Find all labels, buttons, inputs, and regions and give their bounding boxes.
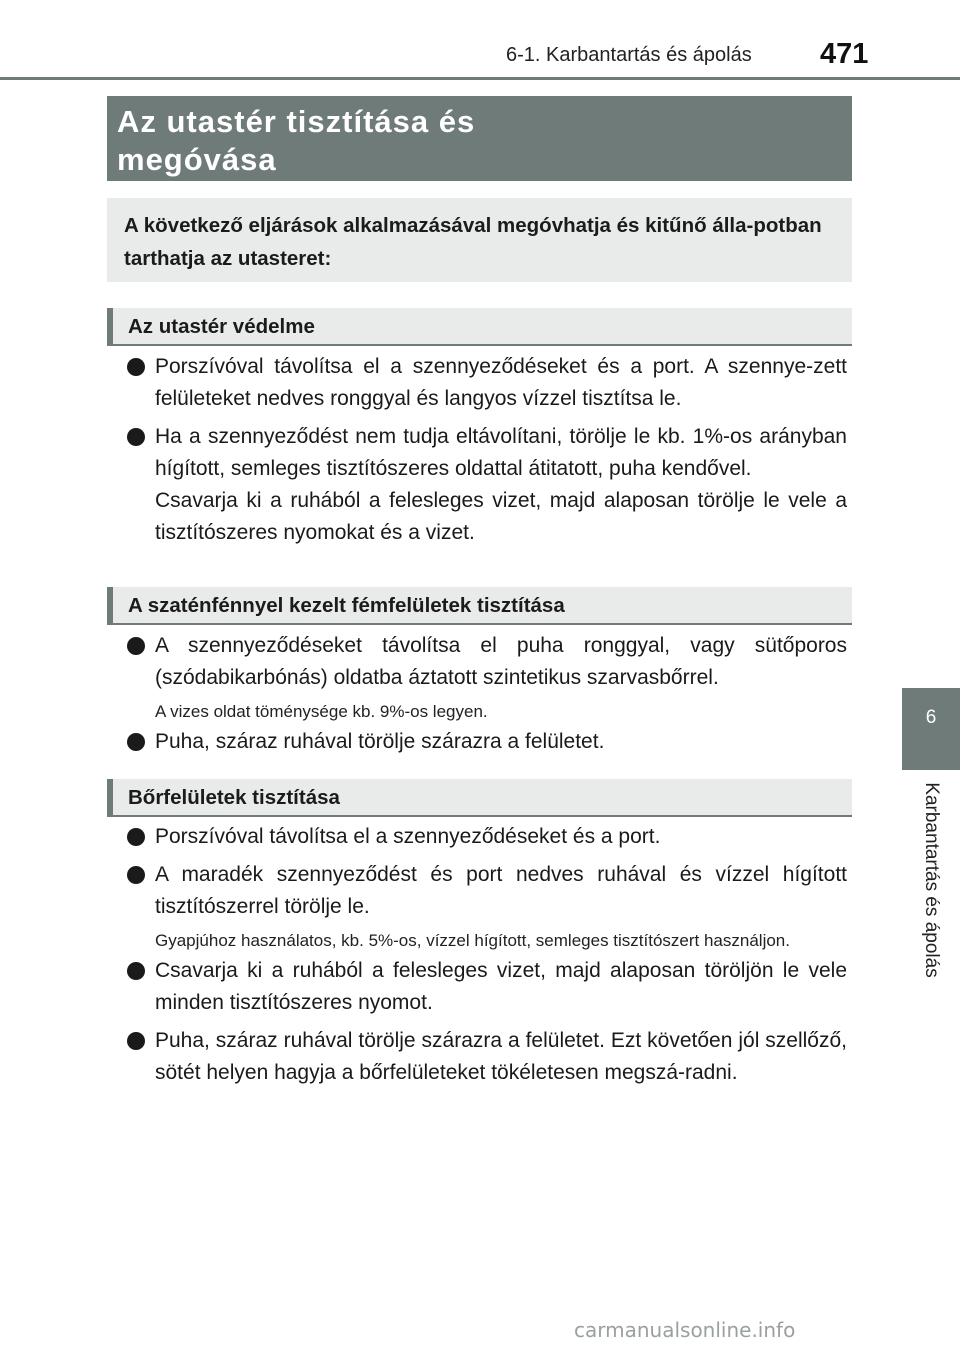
bullet-icon — [127, 828, 145, 846]
section-header-satin-metal — [107, 587, 852, 625]
bullet-icon — [127, 428, 145, 446]
page-title: Az utastér tisztítása és megóvása — [117, 104, 476, 177]
header-section-title: 6-1. Karbantartás és ápolás — [506, 44, 752, 66]
section-header-leather — [107, 779, 852, 817]
bullet-icon — [127, 733, 145, 751]
bullet-icon — [127, 637, 145, 655]
list-item-text: Ha a szennyeződést nem tudja eltávolítani, törölje le kb. 1%-os arányban hígított, semleges tisztítószeres oldattal átitatott, puha kendővel. — [155, 425, 847, 480]
intro-box — [107, 198, 852, 282]
header-rule — [0, 77, 960, 80]
list-item — [124, 821, 847, 853]
list-item-subtext: Csavarja ki a ruhából a felesleges vizet, majd alaposan törölje le vele a tisztítószeres nyomokat és a vizet. — [155, 489, 847, 544]
list-item — [124, 421, 847, 549]
note-text: Gyapjúhoz használatos, kb. 5%-os, vízzel hígított, semleges tisztítószert használjon. — [155, 931, 790, 950]
section-content-interior-protection — [124, 351, 847, 555]
list-item — [124, 1025, 847, 1089]
bullet-icon — [127, 866, 145, 884]
list-item-text: Porszívóval távolítsa el a szennyeződéseket és a port. — [155, 825, 661, 848]
list-item-text: Csavarja ki a ruhából a felesleges vizet, majd alaposan töröljön le vele minden tisztítószeres nyomot. — [155, 959, 847, 1014]
list-item — [124, 955, 847, 1019]
watermark: carmanualsonline.info — [574, 1318, 796, 1342]
note-text: A vizes oldat töménysége kb. 9%-os legyen. — [155, 702, 488, 721]
intro-text: A következő eljárások alkalmazásával megóvhatja és kitűnő álla-potban tarthatja az utasteret: — [124, 214, 822, 270]
list-item — [124, 726, 847, 758]
list-item-text: Puha, száraz ruhával törölje szárazra a felületet. — [155, 730, 605, 753]
bullet-icon — [127, 1032, 145, 1050]
list-item — [124, 859, 847, 923]
section-title: A szaténfénnyel kezelt fémfelületek tisztítása — [128, 594, 565, 617]
list-item-text: A maradék szennyeződést és port nedves ruhával és vízzel hígított tisztítószerrel törölje le. — [155, 863, 847, 918]
chapter-tab — [902, 688, 960, 770]
bullet-icon — [127, 358, 145, 376]
chapter-label: Karbantartás és ápolás — [921, 782, 942, 978]
page-title-box — [107, 96, 852, 181]
list-item — [124, 630, 847, 694]
section-content-leather — [124, 821, 847, 1095]
page-number: 471 — [820, 38, 869, 70]
section-content-satin-metal — [124, 630, 847, 764]
list-item — [124, 351, 847, 415]
list-item-text: A szennyeződéseket távolítsa el puha ronggyal, vagy sütőporos (szódabikarbónás) oldatba áztatott szintetikus szarvasbőrrel. — [155, 634, 847, 689]
list-item-text: Puha, száraz ruhával törölje szárazra a felületet. Ezt követően jól szellőző, sötét helyen hagyja a bőrfelületeket tökéletesen megszá-radni. — [155, 1029, 847, 1084]
list-item-text: Porszívóval távolítsa el a szennyeződéseket és a port. A szennye-zett felületeket nedves ronggyal és langyos vízzel tisztítsa le. — [155, 355, 847, 410]
section-title: Az utastér védelme — [128, 315, 315, 338]
section-header-interior-protection — [107, 308, 852, 346]
chapter-number: 6 — [925, 707, 937, 728]
bullet-icon — [127, 962, 145, 980]
section-title: Bőrfelületek tisztítása — [128, 786, 340, 809]
